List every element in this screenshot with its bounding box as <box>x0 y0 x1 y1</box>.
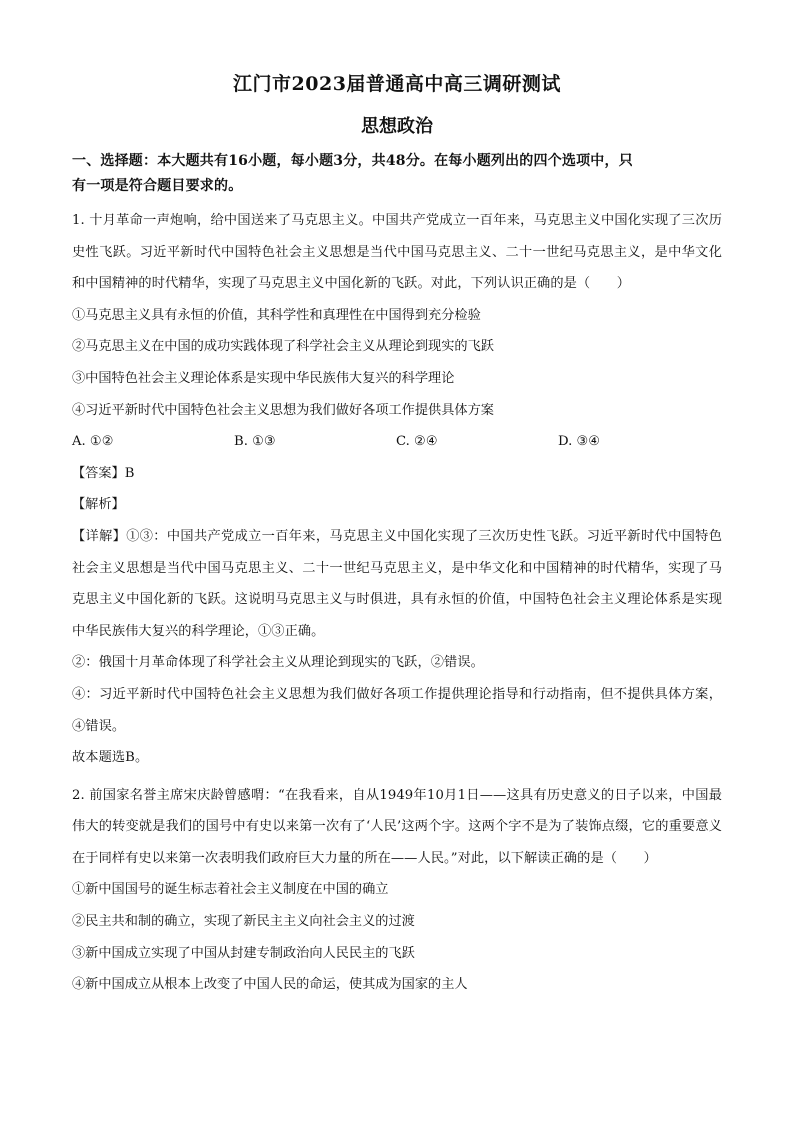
question-1 <box>72 205 722 774</box>
section-heading-line-2: 有一项是符合题目要求的。 <box>72 178 243 194</box>
detail-item-2: ②：俄国十月革命体现了科学社会主义从理论到现实的飞跃，②错误。 <box>72 655 484 671</box>
question-2-item-3: ③新中国成立实现了中国从封建专制政治向人民民主的飞跃 <box>72 945 415 961</box>
answer-label: 【答案】B <box>72 465 135 481</box>
conclusion: 故本题选B。 <box>72 750 149 766</box>
detail-item-4: ④：习近平新时代中国特色社会主义思想为我们做好各项工作提供理论指导和行动指南，但不提供具体方案，④错误。 <box>72 686 722 734</box>
question-1-options <box>72 426 722 458</box>
page-title: 江门市2023届普通高中高三调研测试 <box>233 73 561 95</box>
section-heading <box>72 149 722 199</box>
detail-paragraph: 【详解】①③：中国共产党成立一百年来，马克思主义中国化实现了三次历史性飞跃。习近平新时代中国特色社会主义思想是当代中国马克思主义、二十一世纪马克思主义，是中华文化和中国精神的时代精华，实现了马克思主义中国化新的飞跃。这说明马克思主义与时俱进，具有永恒的价值，中国特色社会主义理论体系是实现中华民族伟大复兴的科学理论，①③正确。 <box>72 528 722 639</box>
analysis-label: 【解析】 <box>72 497 125 513</box>
question-2-stem: 2. 前国家名誉主席宋庆龄曾感喟：“在我看来，自从1949年10月1日——这具有历史意义的日子以来，中国最伟大的转变就是我们的国号中有史以来第一次有了‘人民’这两个字。这两个字不是为了装饰点缀，它的重要意义在于同样有史以来第一次表明我们政府巨大力量的所在——人民。”对此，以下解读正确的是（ ） <box>72 787 722 866</box>
subject-title: 思想政治 <box>361 116 433 137</box>
question-1-item-1: ①马克思主义具有永恒的价值，其科学性和真理性在中国得到充分检验 <box>72 307 481 323</box>
question-1-item-3: ③中国特色社会主义理论体系是实现中华民族伟大复兴的科学理论 <box>72 370 455 386</box>
question-2-item-2: ②民主共和制的确立，实现了新民主主义向社会主义的过渡 <box>72 914 415 930</box>
section-heading-line-1: 一、选择题：本大题共有16小题，每小题3分，共48分。在每小题列出的四个选项中，只 <box>72 153 633 169</box>
question-2 <box>72 780 722 1001</box>
option-c: C. ②④ <box>396 434 438 450</box>
question-1-item-4: ④习近平新时代中国特色社会主义思想为我们做好各项工作提供具体方案 <box>72 402 494 418</box>
option-b: B. ①③ <box>234 434 276 450</box>
question-2-item-4: ④新中国成立从根本上改变了中国人民的命运，使其成为国家的主人 <box>72 977 468 993</box>
question-1-stem: 1. 十月革命一声炮响，给中国送来了马克思主义。中国共产党成立一百年来，马克思主义中国化实现了三次历史性飞跃。习近平新时代中国特色社会主义思想是当代中国马克思主义、二十一世纪马克思主义，是中华文化和中国精神的时代精华，实现了马克思主义中国化新的飞跃。对此，下列认识正确的是（ ） <box>72 213 722 292</box>
option-a: A. ①② <box>72 434 114 450</box>
question-2-item-1: ①新中国国号的诞生标志着社会主义制度在中国的确立 <box>72 882 389 898</box>
option-d: D. ③④ <box>558 434 601 450</box>
question-1-item-2: ②马克思主义在中国的成功实践体现了科学社会主义从理论到现实的飞跃 <box>72 339 494 355</box>
